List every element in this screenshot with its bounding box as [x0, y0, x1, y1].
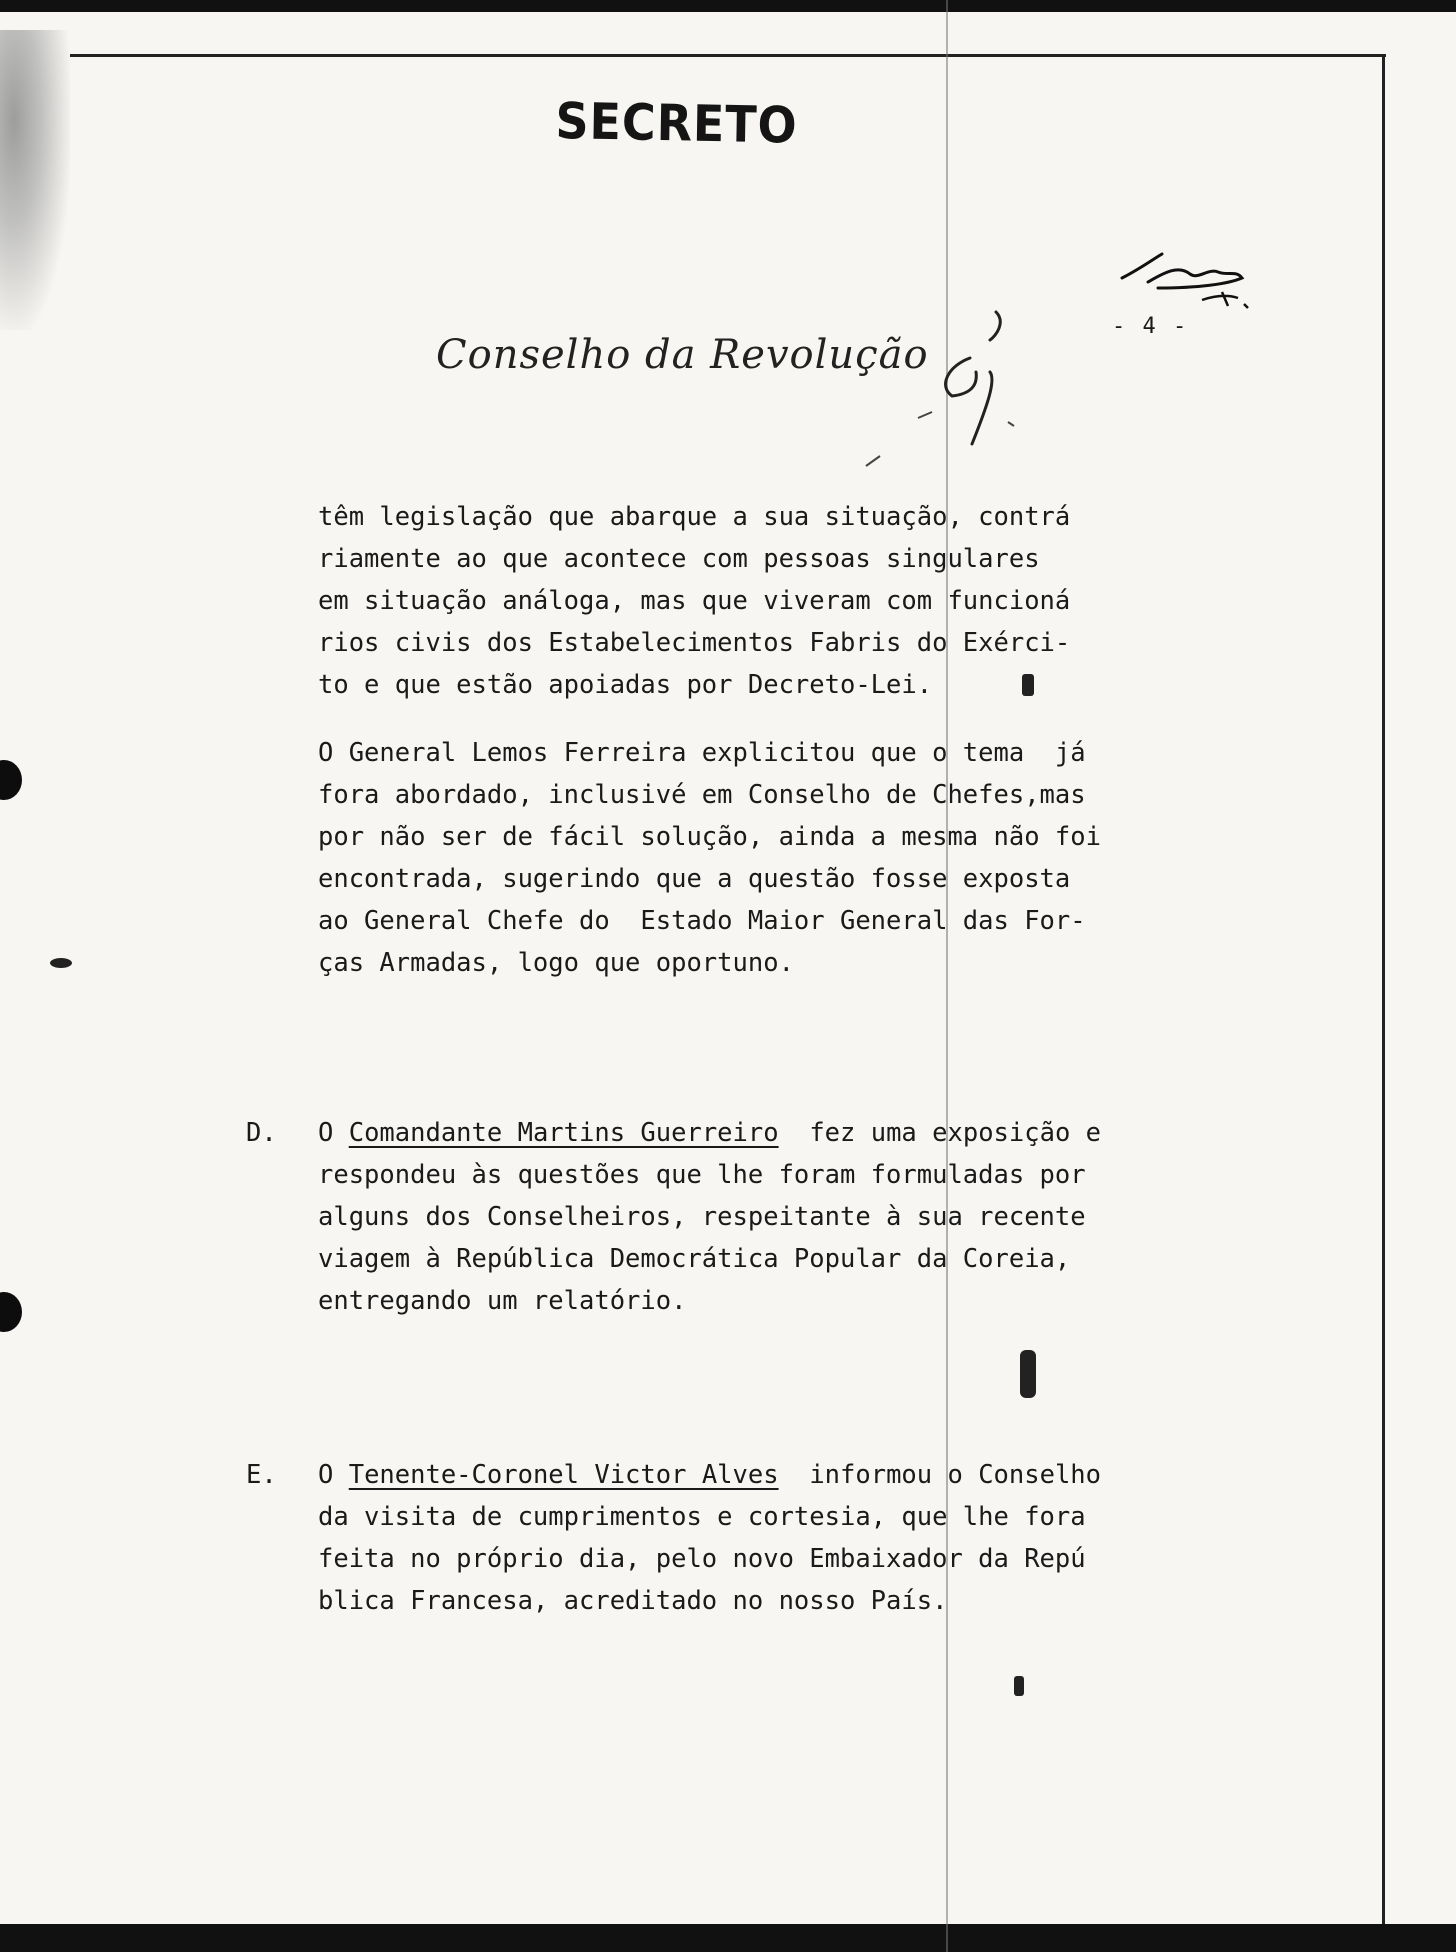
paragraph-continuation: [318, 496, 1070, 706]
text-line: to e que estão apoiadas por Decreto-Lei.: [318, 670, 933, 700]
person-name: Tenente-Coronel Victor Alves: [348, 1460, 779, 1490]
item-e-paragraph: [318, 1454, 1101, 1622]
secret-stamp: SECRETO: [555, 92, 799, 155]
text-line: riamente ao que acontece com pessoas singulares: [318, 544, 1040, 574]
punch-hole-icon: [0, 760, 22, 800]
paragraph-general-lemos: [318, 732, 1101, 984]
page-number: - 4 -: [1112, 314, 1189, 339]
item-marker: E.: [246, 1460, 277, 1490]
text-line: O General Lemos Ferreira explicitou que o tema já: [318, 738, 1086, 768]
signature-icon: [1118, 248, 1278, 328]
text-line: ças Armadas, logo que oportuno.: [318, 948, 794, 978]
scan-speck: [1014, 1676, 1024, 1696]
text-line: em situação análoga, mas que viveram com funcioná: [318, 586, 1071, 616]
text-line: O Tenente-Coronel Victor Alves informou o Conselho: [318, 1460, 1102, 1490]
handwritten-mark-icon: [820, 300, 1040, 480]
item-d-paragraph: [318, 1112, 1101, 1322]
person-name: Comandante Martins Guerreiro: [348, 1118, 779, 1148]
text-line: alguns dos Conselheiros, respeitante à sua recente: [318, 1202, 1086, 1232]
item-marker: D.: [246, 1118, 277, 1148]
scan-border-bottom: [0, 1924, 1456, 1952]
scan-smudge: [0, 30, 70, 330]
text-line: rios civis dos Estabelecimentos Fabris do Exérci-: [318, 628, 1071, 658]
punch-hole-icon: [0, 1292, 22, 1332]
text-line: por não ser de fácil solução, ainda a mesma não foi: [318, 822, 1101, 852]
page-edge-top: [70, 54, 1386, 57]
scan-speck: [1020, 1350, 1036, 1398]
text-line: entregando um relatório.: [318, 1286, 687, 1316]
page-edge-right: [1382, 54, 1385, 1924]
text-line: blica Francesa, acreditado no nosso País.: [318, 1586, 948, 1616]
text-line: feita no próprio dia, pelo novo Embaixador da Repú: [318, 1544, 1086, 1574]
text-line: encontrada, sugerindo que a questão fosse exposta: [318, 864, 1071, 894]
scan-speck: [50, 958, 72, 968]
text-line: viagem à República Democrática Popular da Coreia,: [318, 1244, 1071, 1274]
text-line: ao General Chefe do Estado Maior General das For-: [318, 906, 1086, 936]
text-line: têm legislação que abarque a sua situação, contrá: [318, 502, 1071, 532]
letterhead: Conselho da Revolução: [436, 332, 929, 378]
text-line: O Comandante Martins Guerreiro fez uma exposição e: [318, 1118, 1102, 1148]
text-line: fora abordado, inclusivé em Conselho de Chefes,mas: [318, 780, 1086, 810]
text-line: respondeu às questões que lhe foram formuladas por: [318, 1160, 1086, 1190]
text-line: da visita de cumprimentos e cortesia, que lhe fora: [318, 1502, 1086, 1532]
scan-border-top: [0, 0, 1456, 12]
